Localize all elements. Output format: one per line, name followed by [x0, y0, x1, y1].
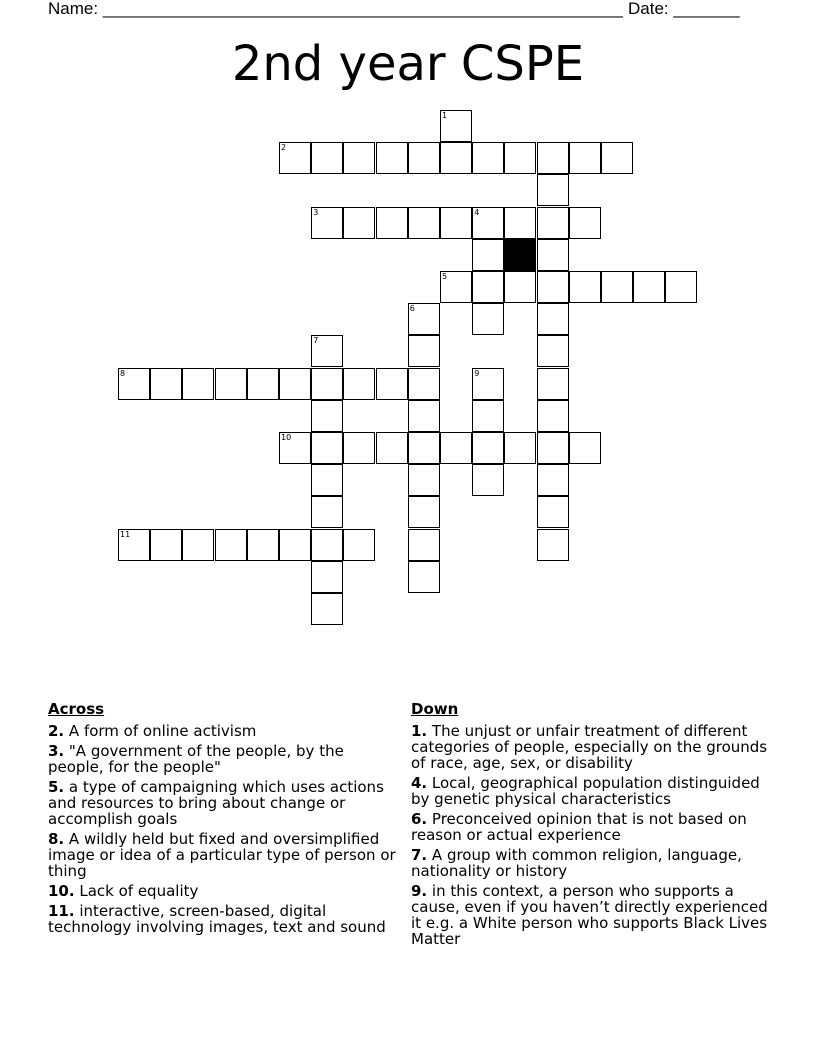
- grid-cell[interactable]: [343, 432, 375, 464]
- clue-item: [411, 811, 776, 843]
- grid-cell[interactable]: [440, 110, 472, 142]
- grid-cell[interactable]: [569, 207, 601, 239]
- clue-number: 8.: [48, 830, 65, 848]
- grid-cell[interactable]: [376, 368, 408, 400]
- clue-item: [411, 723, 776, 771]
- name-line[interactable]: _______________________________________________________: [102, 0, 623, 18]
- clue-item: [48, 831, 398, 879]
- grid-cell[interactable]: [408, 561, 440, 593]
- grid-cell[interactable]: [504, 142, 536, 174]
- cell-number: 5: [442, 272, 448, 281]
- grid-cell[interactable]: [569, 432, 601, 464]
- grid-cell[interactable]: [408, 207, 440, 239]
- clue-item: [411, 883, 776, 947]
- grid-cell[interactable]: [311, 368, 343, 400]
- clue-text: Preconceived opinion that is not based on reason or actual experience: [411, 810, 747, 844]
- clue-number: 2.: [48, 722, 65, 740]
- grid-cell[interactable]: [472, 239, 504, 271]
- grid-cell[interactable]: [279, 529, 311, 561]
- clue-number: 1.: [411, 722, 428, 740]
- grid-cell[interactable]: [537, 174, 569, 206]
- grid-cell[interactable]: [408, 335, 440, 367]
- grid-cell[interactable]: [440, 142, 472, 174]
- grid-cell[interactable]: [537, 303, 569, 335]
- clue-item: [411, 847, 776, 879]
- grid-cell[interactable]: [408, 400, 440, 432]
- clue-number: 4.: [411, 774, 428, 792]
- cell-number: 6: [409, 304, 415, 314]
- grid-cell[interactable]: [472, 432, 504, 464]
- grid-cell[interactable]: [343, 529, 375, 561]
- grid-cell[interactable]: [408, 529, 440, 561]
- grid-cell[interactable]: [537, 335, 569, 367]
- clue-item: [48, 779, 398, 827]
- grid-cell[interactable]: [601, 142, 633, 174]
- clue-text: "A government of the people, by the people, for the people": [48, 742, 344, 776]
- grid-cell[interactable]: [118, 529, 150, 561]
- grid-cell[interactable]: [376, 142, 408, 174]
- grid-cell[interactable]: [440, 207, 472, 239]
- grid-cell[interactable]: [440, 432, 472, 464]
- cell-number: 2: [281, 143, 287, 153]
- grid-cell[interactable]: [182, 368, 214, 400]
- grid-cell[interactable]: [311, 496, 343, 528]
- grid-cell[interactable]: [472, 142, 504, 174]
- grid-cell[interactable]: [311, 561, 343, 593]
- cell-number: 4: [474, 207, 480, 217]
- grid-cell[interactable]: [408, 432, 440, 464]
- grid-cell[interactable]: [569, 142, 601, 174]
- grid-cell[interactable]: [440, 271, 472, 303]
- cell-number: 1: [442, 111, 448, 120]
- clue-number: 9.: [411, 882, 428, 900]
- clue-item: [48, 883, 398, 899]
- grid-cell[interactable]: [472, 400, 504, 432]
- grid-cell[interactable]: [633, 271, 665, 303]
- down-heading: Down: [411, 700, 459, 718]
- grid-cell[interactable]: [537, 432, 569, 464]
- grid-cell[interactable]: [537, 142, 569, 174]
- grid-cell[interactable]: [311, 335, 343, 367]
- clue-number: 6.: [411, 810, 428, 828]
- grid-cell[interactable]: [279, 368, 311, 400]
- grid-cell[interactable]: [537, 400, 569, 432]
- puzzle-title: 2nd year CSPE: [231, 36, 585, 92]
- grid-cell[interactable]: [343, 142, 375, 174]
- grid-cell[interactable]: [182, 529, 214, 561]
- grid-cell[interactable]: [601, 271, 633, 303]
- clue-item: [48, 743, 398, 775]
- grid-cell[interactable]: [537, 271, 569, 303]
- grid-cell[interactable]: [343, 368, 375, 400]
- grid-cell[interactable]: [472, 303, 504, 335]
- grid-cell[interactable]: [311, 529, 343, 561]
- clue-text: A form of online activism: [64, 722, 257, 740]
- grid-cell[interactable]: [376, 432, 408, 464]
- clue-number: 11.: [48, 902, 75, 920]
- grid-cell[interactable]: [472, 464, 504, 496]
- across-heading: Across: [48, 700, 105, 718]
- grid-cell[interactable]: [150, 529, 182, 561]
- grid-cell[interactable]: [537, 368, 569, 400]
- cell-number: 7: [313, 336, 319, 346]
- grid-cell[interactable]: [279, 142, 311, 174]
- clue-text: a type of campaigning which uses actions and resources to bring about change or accomplish goals: [48, 778, 384, 828]
- grid-cell[interactable]: [408, 464, 440, 496]
- grid-cell[interactable]: [537, 529, 569, 561]
- clue-number: 10.: [48, 882, 75, 900]
- grid-cell[interactable]: [537, 496, 569, 528]
- clue-number: 3.: [48, 742, 65, 760]
- clue-text: A group with common religion, language, nationality or history: [411, 846, 742, 880]
- date-line[interactable]: _______: [673, 0, 740, 18]
- grid-cell[interactable]: [472, 368, 504, 400]
- grid-cell[interactable]: [472, 207, 504, 239]
- grid-cell[interactable]: [343, 207, 375, 239]
- grid-cell[interactable]: [408, 496, 440, 528]
- grid-cell[interactable]: [247, 529, 279, 561]
- black-square: [504, 239, 536, 271]
- clue-text: A wildly held but fixed and oversimplified image or idea of a particular type of person or thing: [48, 830, 396, 880]
- clue-item: [411, 775, 776, 807]
- name-label: Name:: [48, 0, 99, 18]
- grid-cell[interactable]: [408, 142, 440, 174]
- clue-text: in this context, a person who supports a cause, even if you haven’t directly experienced it e.g. a White person who supports Black Lives Matter: [411, 882, 768, 948]
- cell-number: 10: [281, 433, 292, 442]
- cell-number: 8: [120, 368, 126, 378]
- grid-cell[interactable]: [215, 529, 247, 561]
- grid-cell[interactable]: [504, 271, 536, 303]
- grid-cell[interactable]: [569, 271, 601, 303]
- grid-cell[interactable]: [311, 400, 343, 432]
- clue-item: [48, 723, 398, 739]
- grid-cell[interactable]: [537, 207, 569, 239]
- grid-cell[interactable]: [215, 368, 247, 400]
- grid-cell[interactable]: [472, 271, 504, 303]
- grid-cell[interactable]: [311, 207, 343, 239]
- grid-cell[interactable]: [408, 303, 440, 335]
- cell-number: 3: [313, 207, 319, 217]
- across-clues: [48, 700, 398, 939]
- grid-cell[interactable]: [537, 464, 569, 496]
- clue-item: [48, 903, 398, 935]
- grid-cell[interactable]: [537, 239, 569, 271]
- grid-cell[interactable]: [665, 271, 697, 303]
- clue-text: Local, geographical population distinguided by genetic physical characteristics: [411, 774, 760, 808]
- grid-cell[interactable]: [279, 432, 311, 464]
- grid-cell[interactable]: [504, 207, 536, 239]
- cell-number: 11: [120, 529, 131, 539]
- grid-cell[interactable]: [150, 368, 182, 400]
- date-label: Date:: [628, 0, 669, 18]
- grid-cell[interactable]: [118, 368, 150, 400]
- grid-cell[interactable]: [408, 368, 440, 400]
- clue-text: interactive, screen-based, digital technology involving images, text and sound: [48, 902, 386, 936]
- grid-cell[interactable]: [311, 142, 343, 174]
- down-clues: [411, 700, 776, 951]
- grid-cell[interactable]: [311, 432, 343, 464]
- grid-cell[interactable]: [311, 464, 343, 496]
- grid-cell[interactable]: [376, 207, 408, 239]
- grid-cell[interactable]: [504, 432, 536, 464]
- clue-number: 7.: [411, 846, 428, 864]
- clue-number: 5.: [48, 778, 65, 796]
- clue-text: The unjust or unfair treatment of different categories of people, especially on the grounds of race, age, sex, or disability: [411, 722, 768, 772]
- grid-cell[interactable]: [247, 368, 279, 400]
- cell-number: 9: [474, 368, 480, 378]
- grid-cell[interactable]: [311, 593, 343, 625]
- clue-text: Lack of equality: [74, 882, 199, 900]
